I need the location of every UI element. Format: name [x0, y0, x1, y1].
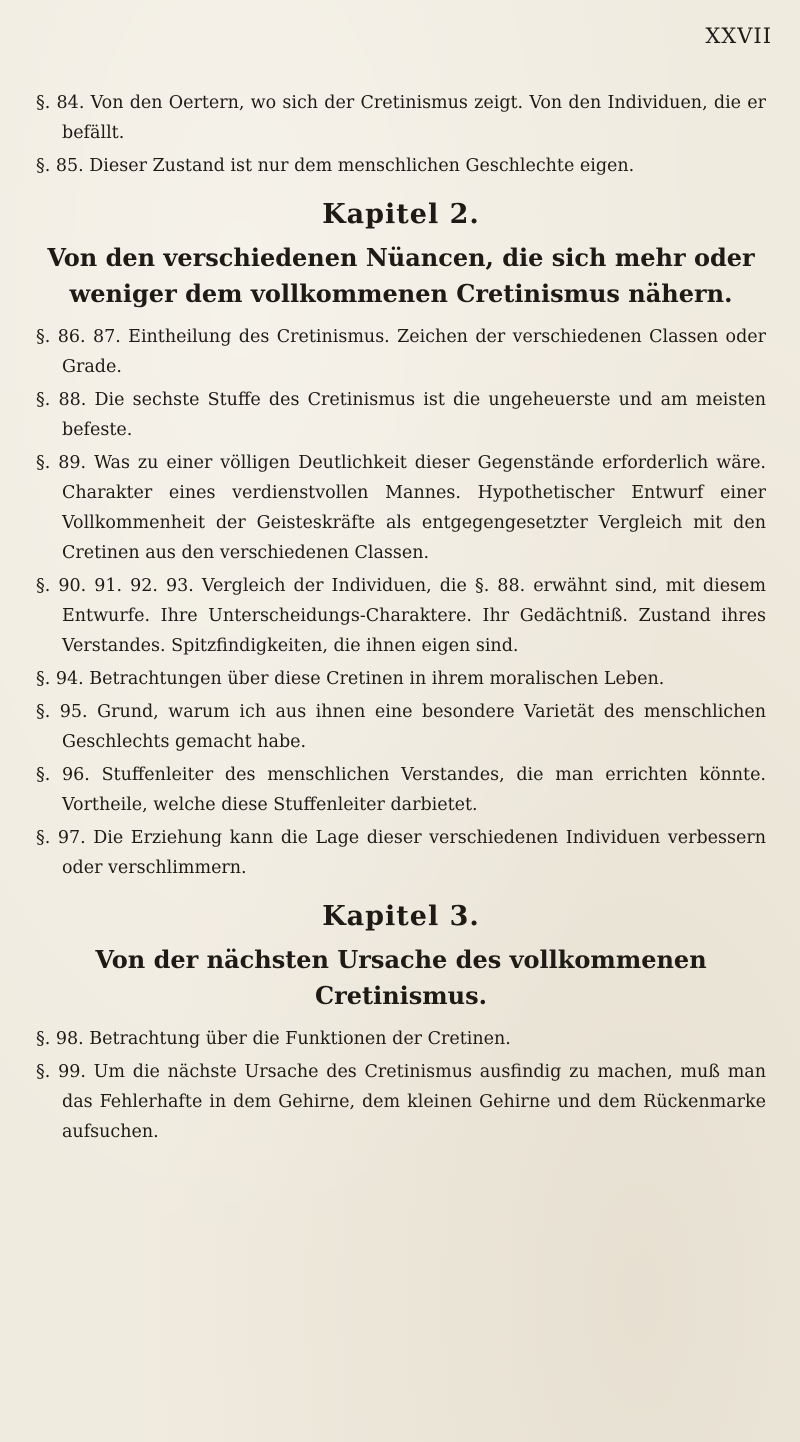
section-89: §. 89. Was zu einer völligen Deutlichkeit dieser Gegenstände erforderlich wäre. Charakter eines verdienstvollen Mannes. Hypothetischer Entwurf einer Vollkommenheit der Geisteskräfte als entgegengesetzter Vergleich mit den Cretinen aus den verschiedenen Classen.: [36, 453, 766, 563]
page-content: [36, 88, 766, 1150]
chapter-2-heading: Von den verschiedenen Nüancen, die sich mehr oder weniger dem vollkommenen Cretinismus nähern.: [47, 243, 755, 308]
section-97: §. 97. Die Erziehung kann die Lage dieser verschiedenen Individuen verbessern oder verschlimmern.: [36, 828, 766, 878]
chapter-2-title: Kapitel 2.: [322, 199, 480, 230]
section-95: §. 95. Grund, warum ich aus ihnen eine besondere Varietät des menschlichen Geschlechts gemacht habe.: [36, 702, 766, 752]
section-86-87: §. 86. 87. Eintheilung des Cretinismus. Zeichen der verschiedenen Classen oder Grade.: [36, 327, 766, 377]
section-98: §. 98. Betrachtung über die Funktionen der Cretinen.: [36, 1029, 511, 1049]
section-88: §. 88. Die sechste Stuffe des Cretinismus ist die ungeheuerste und am meisten befeste.: [36, 390, 766, 440]
page-number: XXVII: [705, 24, 772, 48]
section-90-93: §. 90. 91. 92. 93. Vergleich der Individuen, die §. 88. erwähnt sind, mit diesem Entwurfe. Ihre Unterscheidungs-Charaktere. Ihr Gedächtniß. Zustand ihres Verstandes. Spitzfindigkeiten, die ihnen eigen sind.: [36, 576, 766, 656]
chapter-3-title: Kapitel 3.: [322, 901, 480, 932]
section-85: §. 85. Dieser Zustand ist nur dem menschlichen Geschlechte eigen.: [36, 156, 635, 176]
section-96: §. 96. Stuffenleiter des menschlichen Verstandes, die man errichten könnte. Vortheile, welche diese Stuffenleiter darbietet.: [36, 765, 766, 815]
section-84: §. 84. Von den Oertern, wo sich der Cretinismus zeigt. Von den Individuen, die er befällt.: [36, 93, 766, 143]
section-94: §. 94. Betrachtungen über diese Cretinen in ihrem moralischen Leben.: [36, 669, 665, 689]
section-99: §. 99. Um die nächste Ursache des Cretinismus ausfindig zu machen, muß man das Fehlerhafte in dem Gehirne, dem kleinen Gehirne und dem Rückenmarke aufsuchen.: [36, 1062, 766, 1142]
chapter-3-heading: Von der nächsten Ursache des vollkommenen Cretinismus.: [95, 945, 707, 1010]
